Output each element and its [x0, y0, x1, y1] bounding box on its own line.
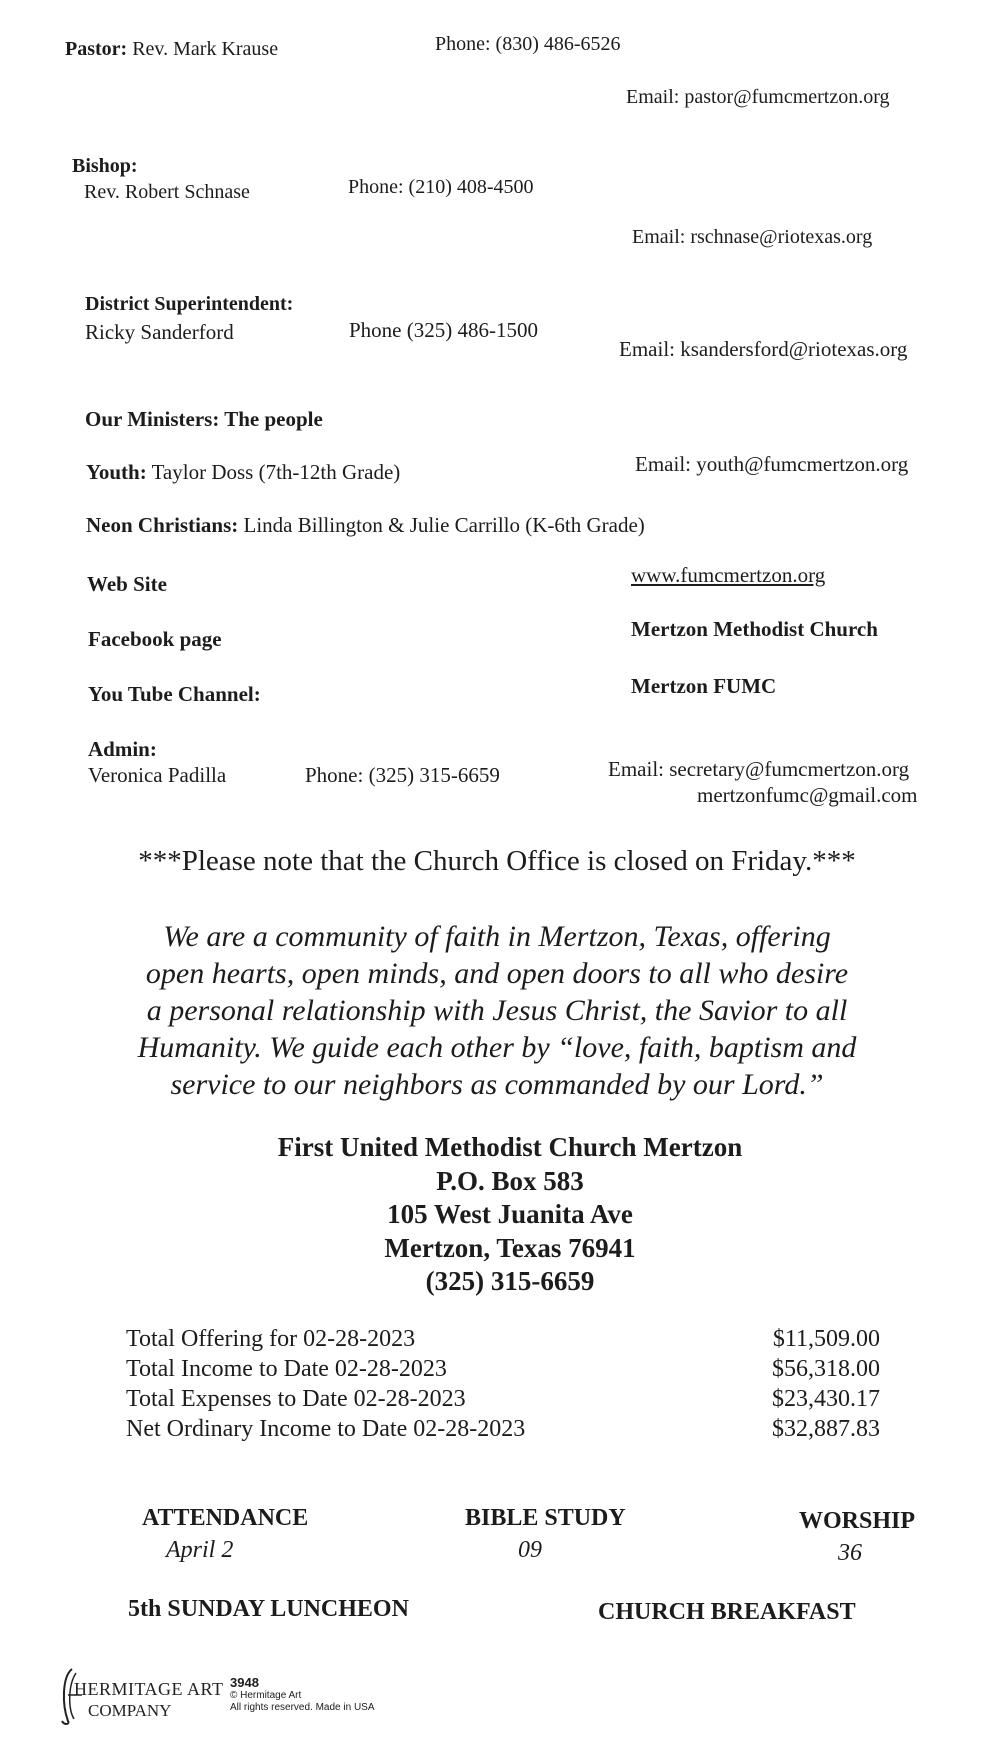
attendance-label: ATTENDANCE	[142, 1505, 309, 1531]
bishop-name: Rev. Robert Schnase	[84, 181, 250, 203]
district-phone: Phone (325) 486-1500	[349, 318, 538, 342]
neon-label: Neon Christians:	[86, 513, 239, 537]
finance-label-offering: Total Offering for 02-28-2023	[126, 1326, 416, 1352]
hermitage-art-logo	[58, 1665, 224, 1727]
admin-email-secretary: Email: secretary@fumcmertzon.org	[608, 757, 910, 781]
finance-label-expenses: Total Expenses to Date 02-28-2023	[126, 1386, 466, 1412]
admin-phone: Phone: (325) 315-6659	[305, 763, 500, 787]
district-label: District Superintendent:	[85, 293, 294, 315]
youtube-value: Mertzon FUMC	[631, 674, 777, 698]
youth-name: Taylor Doss (7th-12th Grade)	[151, 460, 401, 484]
bishop-email: Email: rschnase@riotexas.org	[632, 226, 873, 248]
church-name: First United Methodist Church Mertzon	[277, 1132, 743, 1162]
mission-line: service to our neighbors as commanded by our Lord.”	[170, 1068, 824, 1101]
finance-value-net-income: $32,887.83	[772, 1416, 880, 1442]
footer-code: 3948	[230, 1675, 259, 1690]
admin-label: Admin:	[88, 737, 157, 761]
mission-line: We are a community of faith in Mertzon, Texas, offering	[163, 920, 831, 953]
pastor-name: Rev. Mark Krause	[132, 38, 279, 60]
finance-value-expenses: $23,430.17	[772, 1386, 880, 1412]
admin-email-gmail: mertzonfumc@gmail.com	[697, 783, 918, 807]
facebook-label: Facebook page	[88, 627, 222, 651]
finance-label-net-income: Net Ordinary Income to Date 02-28-2023	[126, 1416, 526, 1442]
pastor-email: Email: pastor@fumcmertzon.org	[626, 86, 890, 108]
facebook-value: Mertzon Methodist Church	[631, 617, 878, 641]
neon-names: Linda Billington & Julie Carrillo (K-6th Grade)	[243, 513, 645, 537]
district-email: Email: ksandersford@riotexas.org	[619, 337, 908, 361]
attendance-date: April 2	[166, 1537, 234, 1563]
district-name: Ricky Sanderford	[85, 320, 234, 344]
ministers-text: Our Ministers: The people	[85, 407, 323, 431]
pastor-phone: Phone: (830) 486-6526	[435, 33, 621, 55]
worship-label: WORSHIP	[799, 1508, 916, 1534]
po-box: P.O. Box 583	[436, 1165, 584, 1196]
mission-statement	[97, 918, 897, 1103]
youtube-label: You Tube Channel:	[88, 682, 261, 706]
website-link[interactable]: www.fumcmertzon.org	[631, 563, 826, 587]
footer-info	[230, 1675, 375, 1714]
neon-row	[86, 513, 645, 538]
office-closed-notice: ***Please note that the Church Office is closed on Friday.***	[138, 845, 856, 877]
website-label: Web Site	[87, 572, 167, 596]
pastor-label: Pastor:	[65, 38, 128, 60]
breakfast-heading: CHURCH BREAKFAST	[598, 1599, 856, 1625]
footer-rights: All rights reserved. Made in USA	[230, 1702, 375, 1713]
worship-count: 36	[838, 1540, 862, 1566]
youth-label: Youth:	[86, 460, 147, 484]
church-address	[210, 1131, 810, 1299]
pastor-row	[65, 38, 278, 61]
mission-line: Humanity. We guide each other by “love, faith, baptism and	[137, 1031, 857, 1064]
bible-study-label: BIBLE STUDY	[465, 1505, 626, 1531]
city-state-zip: Mertzon, Texas 76941	[384, 1232, 636, 1263]
street-address: 105 West Juanita Ave	[387, 1199, 633, 1229]
finance-values	[740, 1324, 880, 1444]
youth-email: Email: youth@fumcmertzon.org	[635, 452, 909, 476]
finance-value-offering: $11,509.00	[772, 1326, 880, 1352]
footer-copyright: © Hermitage Art	[230, 1690, 302, 1701]
logo-line2: COMPANY	[88, 1701, 172, 1720]
luncheon-heading: 5th SUNDAY LUNCHEON	[128, 1596, 409, 1622]
finance-label-income: Total Income to Date 02-28-2023	[126, 1356, 447, 1382]
finance-labels	[126, 1324, 525, 1444]
finance-value-income: $56,318.00	[772, 1356, 880, 1382]
mission-line: open hearts, open minds, and open doors to all who desire	[145, 957, 849, 990]
logo-line1: HERMITAGE ART	[74, 1679, 224, 1699]
bible-study-count: 09	[518, 1537, 542, 1563]
church-phone: (325) 315-6659	[425, 1266, 595, 1296]
mission-line: a personal relationship with Jesus Christ, the Savior to all	[146, 994, 848, 1027]
admin-name: Veronica Padilla	[88, 763, 227, 787]
youth-row	[86, 460, 400, 485]
bishop-phone: Phone: (210) 408-4500	[348, 176, 534, 198]
bishop-label: Bishop:	[72, 155, 138, 177]
